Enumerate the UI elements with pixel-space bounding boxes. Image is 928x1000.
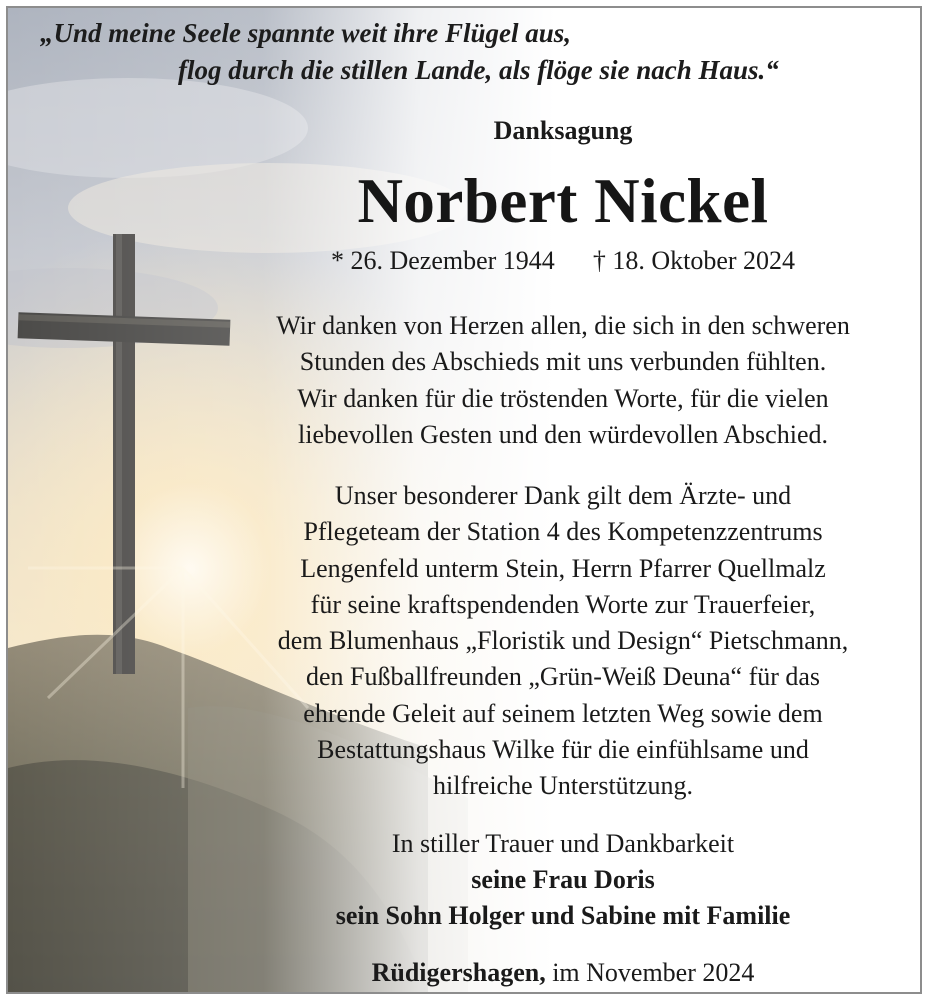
deceased-name: Norbert Nickel <box>357 166 769 236</box>
paragraph-line: Wir danken von Herzen allen, die sich in den schweren <box>276 311 850 340</box>
paragraph-line: Unser besonderer Dank gilt dem Ärzte- und <box>334 481 792 510</box>
signature-wife: seine Frau Doris <box>471 865 655 894</box>
birth-date: * 26. Dezember 1944 <box>330 246 555 275</box>
signature-intro: In stiller Trauer und Dankbarkeit <box>391 829 735 858</box>
paragraph-line: den Fußballfreunden „Grün-Weiß Deuna“ für das <box>305 662 821 692</box>
place-date <box>213 958 913 988</box>
paragraph-line: Wir danken für die tröstenden Worte, für die vielen <box>297 383 829 413</box>
paragraph-line: liebevollen Gesten und den würdevollen Abschied. <box>298 419 828 449</box>
paragraph-line: Pflegeteam der Station 4 des Kompetenzzentrums <box>303 517 823 547</box>
paragraph-line: Stunden des Abschieds mit uns verbunden fühlten. <box>299 347 827 377</box>
obituary-text <box>8 8 920 992</box>
paragraph-line: Lengenfeld unterm Stein, Herrn Pfarrer Quellmalz <box>300 553 826 583</box>
motto-line-1: „Und meine Seele spannte weit ihre Flügel aus, <box>40 18 572 48</box>
paragraph-line: hilfreiche Unterstützung. <box>433 771 693 801</box>
paragraph-line: ehrende Geleit auf seinem letzten Weg sowie dem <box>303 698 823 728</box>
life-dates <box>213 246 913 276</box>
death-date: † 18. Oktober 2024 <box>592 246 796 275</box>
signature-block <box>213 826 913 934</box>
paragraph-line: dem Blumenhaus „Floristik und Design“ Pietschmann, <box>277 626 849 656</box>
paragraph-line: für seine kraftspendenden Worte zur Trauerfeier, <box>310 589 816 619</box>
thanks-paragraph-2 <box>213 478 913 805</box>
place-town: Rüdigershagen, <box>371 958 546 987</box>
paragraph-line: Bestattungshaus Wilke für die einfühlsame und <box>317 735 809 765</box>
heading: Danksagung <box>493 116 633 145</box>
motto-line-2: flog durch die stillen Lande, als flöge sie nach Haus.“ <box>178 55 779 85</box>
thanks-paragraph-1 <box>213 308 913 453</box>
place-month: im November 2024 <box>545 958 755 987</box>
signature-son: sein Sohn Holger und Sabine mit Familie <box>335 901 791 930</box>
obituary-frame <box>6 6 922 994</box>
